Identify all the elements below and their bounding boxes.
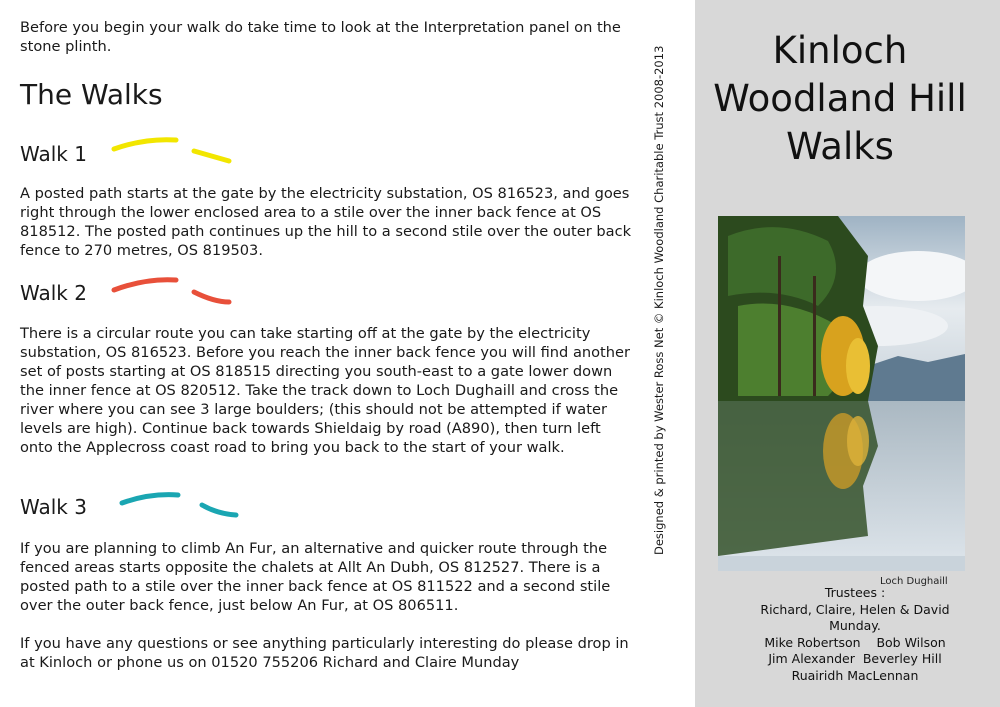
walk-3-title: Walk 3 [20,495,87,519]
walk-1-dash-right [194,151,229,161]
walk-2-marker [110,274,235,308]
walk-2-title: Walk 2 [20,281,87,305]
cover-panel [695,0,1000,707]
loch-photo [718,216,965,571]
walk-1-text: A posted path starts at the gate by the electricity substation, OS 816523, and goes right through the lower enclosed area to a stile over the inner back fence at OS 818512. The posted path continues up the hill to a second stile over the outer back fence to 270 metres, OS 819503. [20,185,632,259]
walk-1-title: Walk 1 [20,142,87,166]
cover-title-line-3: Walks [786,125,894,168]
trustee-line-1: Richard, Claire, Helen & David [760,601,950,617]
trustee-line-3: Mike Robertson Bob Wilson [764,634,946,650]
walk-2-dash-right [194,292,229,302]
trustee-line-5: Ruairidh MacLennan [791,667,919,683]
cover-title [695,27,985,171]
intro-text: Before you begin your walk do take time to look at the Interpretation panel on the stone plinth. [20,19,621,55]
walk-2-text: There is a circular route you can take starting off at the gate by the electricity substation, OS 816523. Before you reach the inner back fence you will find another set of posts starting at OS 818515 directing you south-east to a gate lower down the inner fence at OS 820512. Take the track down to Loch Dughaill and cross the river where you can see 3 large boulders; (this should not be attempted if water levels are high). Continue back towards Shieldaig by road (A890), then turn left onto the Applecross coast road to bring you back to the start of your walk. [20,325,631,456]
trustees-list [735,585,975,684]
walk-3-dash-left [122,495,178,503]
photo-caption: Loch Dughaill [880,576,948,587]
trustees-heading: Trustees : [824,585,886,600]
page-heading: The Walks [20,78,163,111]
closing-text: If you have any questions or see anything particularly interesting do please drop in at Kinloch or phone us on 01520 755206 Richard and Claire Munday [20,635,629,671]
walk-3-dash-right [202,505,236,515]
walk-1-marker [110,135,235,167]
credit-line: Designed & printed by Wester Ross Net © Kinloch Woodland Charitable Trust 2008-2013 [652,45,666,555]
trustee-line-4: Jim Alexander Beverley Hill [768,651,942,666]
cover-title-line-1: Kinloch [772,29,908,72]
cover-title-line-2: Woodland Hill [713,77,967,120]
walk-3-marker [118,488,243,522]
walk-2-dash-left [114,280,176,290]
trustee-line-2: Munday. [829,618,881,633]
loch-photo-illustration [718,216,965,571]
walk-1-dash-left [114,140,176,149]
walk-3-text: If you are planning to climb An Fur, an alternative and quicker route through the fenced areas starts opposite the chalets at Allt An Dubh, OS 812527. There is a posted path to a stile over the inner back fence at OS 811522 and a second stile over the outer back fence, just below An Fur, at OS 806511. [20,540,611,614]
